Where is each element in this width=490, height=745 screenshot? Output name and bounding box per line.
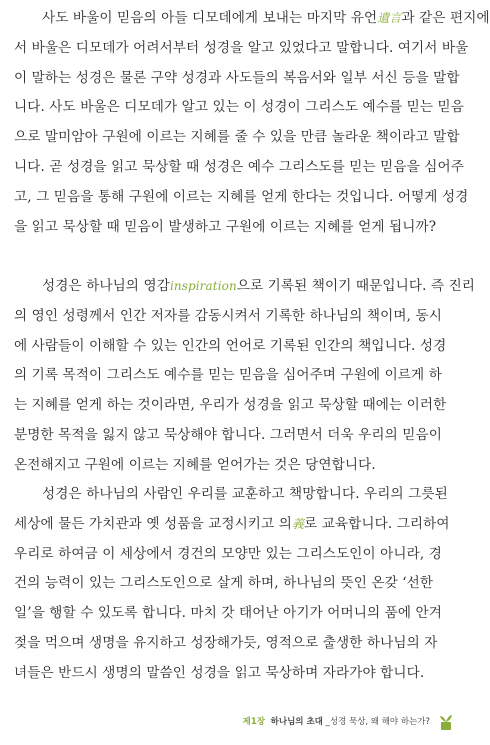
- text-segment: 으로 말미암아 구원에 이르는 지혜를 줄 수 있을 만큼 놀라운 책이라고 말합: [14, 129, 460, 146]
- text-segment: 사도 바울이 믿음의 아들 디모데에게 보내는 마지막 유언: [42, 10, 378, 26]
- text-segment: 의 영인 성령께서 인간 저자를 감동시켜서 기록한 하나님의 책이며, 동시: [14, 307, 442, 324]
- text-segment: 으로 기록된 책이기 때문입니다. 즉 진리: [236, 278, 476, 294]
- text-segment: 고, 그 믿음을 통해 구원에 이르는 지혜를 얻게 한다는 것입니다. 어떻게 성경: [14, 188, 469, 205]
- text-segment: 젖을 먹으며 생명을 유지하고 성장해가듯, 영적으로 출생한 하나님의 자: [14, 634, 438, 651]
- text-segment: 는 지혜를 얻게 하는 것이라면, 우리가 성경을 읽고 묵상할 때에는 이러한: [14, 397, 447, 414]
- text-segment: 이 말하는 성경은 물론 구약 성경과 사도들의 복음서와 일부 서신 등을 말합: [14, 69, 460, 86]
- text-line: [14, 213, 460, 243]
- text-line: [14, 391, 460, 421]
- text-line: [14, 659, 460, 689]
- paragraph-2: [14, 272, 476, 481]
- text-segment: 성경은 하나님의 영감: [42, 278, 170, 294]
- paragraph-3: [14, 480, 460, 689]
- text-line: [14, 540, 460, 570]
- footer-chapter: 제1장: [242, 717, 265, 727]
- text-segment: 온전해지고 구원에 이르는 지혜를 얻어가는 것은 당연합니다.: [14, 456, 376, 473]
- annotation-gloss: inspiration: [169, 279, 237, 293]
- text-segment: 세상에 물든 가치관과 옛 성품을 교정시키고 의: [14, 515, 292, 532]
- text-segment: 과 같은 편지에: [401, 10, 490, 26]
- text-line: [14, 421, 460, 451]
- text-line: [14, 4, 490, 34]
- text-line: [14, 332, 460, 362]
- text-line: [14, 599, 460, 629]
- text-segment: 을 읽고 묵상할 때 믿음이 발생하고 구원에 이르는 지혜를 얻게 됩니까?: [14, 218, 437, 235]
- text-line: [14, 361, 460, 391]
- text-line: [14, 93, 464, 123]
- footer-title: 하나님의 초대: [270, 717, 323, 727]
- text-segment: 건의 능력이 있는 그리스도인으로 살게 하며, 하나님의 뜻인 온갖 ‘선한: [14, 575, 434, 592]
- text-line: [14, 153, 464, 183]
- paragraph-1: [14, 4, 490, 242]
- text-line: [14, 480, 460, 510]
- annotation-gloss: 義: [291, 516, 305, 531]
- text-line: [14, 34, 469, 64]
- text-line: [14, 272, 476, 302]
- text-line: [14, 451, 460, 481]
- running-footer: [243, 715, 430, 727]
- text-segment: 녀들은 반드시 생명의 말씀인 성경을 읽고 묵상하며 자라가야 합니다.: [14, 664, 425, 681]
- text-segment: 니다. 사도 바울은 디모데가 알고 있는 이 성경이 그리스도 예수를 믿는 믿음: [14, 99, 464, 116]
- text-line: [14, 183, 469, 213]
- text-segment: 서 바울은 디모데가 어려서부터 성경을 알고 있었다고 말합니다. 여기서 바울: [14, 39, 469, 56]
- annotation-gloss: 遺言: [377, 11, 402, 25]
- potted-plant-icon: [436, 713, 456, 731]
- footer-subtitle: _성경 묵상, 왜 해야 하는가?: [325, 717, 430, 727]
- text-segment: 분명한 목적을 잃지 않고 묵상해야 합니다. 그러면서 더욱 우리의 믿음이: [14, 426, 442, 443]
- text-segment: 우리로 하여금 이 세상에서 경건의 모양만 있는 그리스도인이 아니라, 경: [14, 545, 442, 562]
- text-segment: 일’을 행할 수 있도록 합니다. 마치 갓 태어난 아기가 어머니의 품에 안겨: [14, 605, 442, 622]
- text-line: [14, 629, 460, 659]
- text-segment: 에 사람들이 이해할 수 있는 인간의 언어로 기록된 인간의 책입니다. 성경: [14, 337, 447, 354]
- text-line: [14, 123, 460, 153]
- page-footer: [0, 713, 470, 731]
- text-segment: 의 기록 목적이 그리스도 예수를 믿는 믿음을 심어주며 구원에 이르게 하: [14, 367, 442, 384]
- text-line: [14, 302, 460, 332]
- text-line: [14, 64, 460, 94]
- text-segment: 로 교육합니다. 그리하여: [304, 515, 450, 532]
- text-segment: 니다. 곧 성경을 읽고 묵상할 때 성경은 예수 그리스도를 믿는 믿음을 심어주: [14, 158, 464, 175]
- text-line: [14, 510, 460, 540]
- text-segment: 성경은 하나님의 사람인 우리를 교훈하고 책망합니다. 우리의 그릇된: [42, 486, 448, 502]
- text-line: [14, 569, 460, 599]
